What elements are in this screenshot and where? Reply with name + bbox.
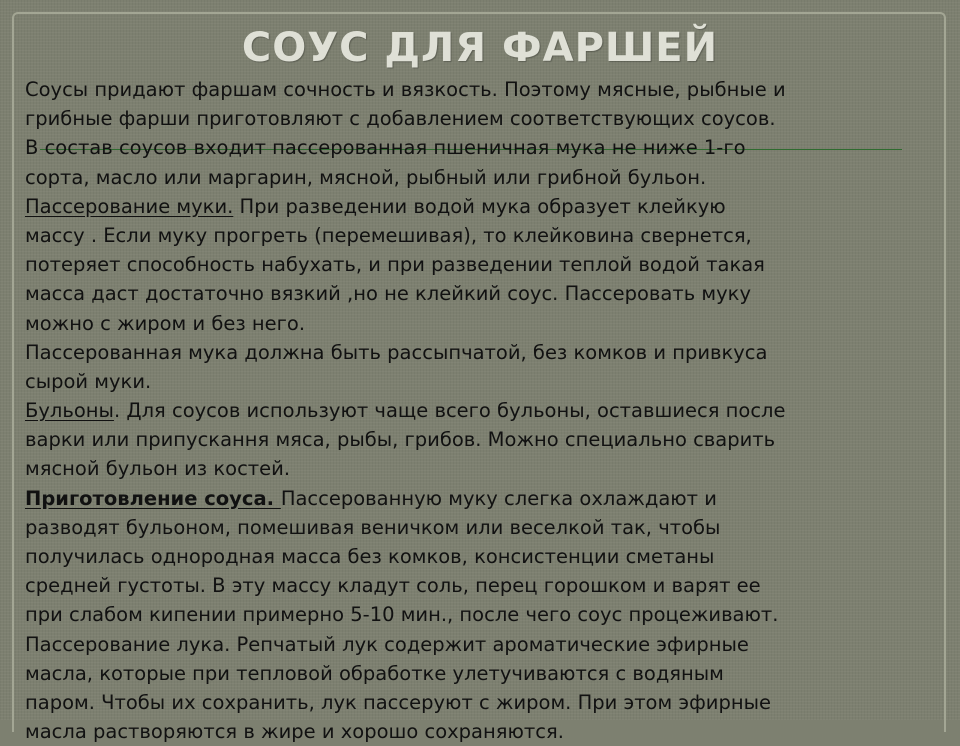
text-run: . Для соусов используют чаще всего бульоны, оставшиеся после (113, 399, 786, 423)
text-run: можно с жиром и без него. (25, 311, 306, 335)
text-line (25, 630, 945, 659)
text-run: масла растворяются в жире и хорошо сохраняются. (25, 720, 564, 744)
text-run: средней густоты. В эту массу кладут соль, перец горошком и варят ее (25, 574, 761, 598)
text-run: При разведении водой мука образует клейкую (233, 194, 726, 218)
text-run: масла, которые при тепловой обработке улетучиваются с водяным (25, 661, 724, 685)
text-line (25, 279, 945, 308)
text-run: потеряет способность набухать, и при разведении теплой водой такая (25, 253, 765, 277)
text-line (25, 484, 945, 513)
text-run: получилась однородная масса без комков, консистенции сметаны (25, 545, 715, 568)
text-run: Пассерованная мука должна быть рассыпчатой, без комков и привкуса (25, 340, 768, 364)
text-line (25, 659, 945, 688)
text-run: Соусы придают фаршам сочность и вязкость. Поэтому мясные, рыбные и (25, 78, 786, 101)
slide-title: СОУС ДЛЯ ФАРШЕЙ (241, 25, 719, 71)
text-run: при слабом кипении примерно 5-10 мин., после чего соус процеживают. (25, 603, 779, 627)
text-run: грибные фарши приготовляют с добавлением соответствующих соусов. (25, 107, 776, 131)
text-line (25, 688, 945, 717)
text-line (25, 542, 945, 571)
text-line (25, 75, 945, 104)
text-line (25, 309, 945, 338)
text-line (25, 454, 945, 483)
heading-run: Приготовление соуса. (25, 486, 281, 510)
text-line (25, 221, 945, 250)
text-run: В состав соусов входит пассерованная пшеничная мука не ниже 1-го (25, 136, 746, 160)
slide-body-text (25, 75, 945, 746)
text-run: варки или припускання мяса, рыбы, грибов. Можно специально сварить (25, 428, 776, 452)
text-run: паром. Чтобы их сохранить, лук пассеруют с жиром. При этом эфирные (25, 690, 771, 714)
text-line (25, 192, 945, 221)
text-line (25, 163, 945, 192)
text-line (25, 717, 945, 746)
text-line (25, 104, 945, 133)
heading-run: Пассерование муки. (25, 194, 234, 218)
text-run: массу . Если муку прогреть (перемешивая), то клейковина свернется, (25, 223, 752, 247)
text-line (25, 133, 945, 162)
text-run: сырой муки. (25, 369, 152, 393)
text-line (25, 250, 945, 279)
text-line (25, 571, 945, 600)
text-run: Пассерование лука. Репчатый лук содержит ароматические эфирные (25, 632, 749, 656)
text-line (25, 425, 945, 454)
text-line (25, 513, 945, 542)
text-run: Пассерованную муку слегка охлаждают и (280, 486, 717, 510)
text-line (25, 367, 945, 396)
text-line (25, 600, 945, 629)
text-run: сорта, масло или маргарин, мясной, рыбный или грибной бульон. (25, 165, 707, 189)
text-run: разводят бульоном, помешивая веничком или веселкой так, чтобы (25, 515, 721, 539)
heading-run: Бульоны (25, 399, 114, 423)
text-run: масса даст достаточно вязкий ,но не клейкий соус. Пассеровать муку (25, 282, 751, 306)
text-run: мясной бульон из костей. (25, 457, 291, 481)
text-line (25, 338, 945, 367)
text-line (25, 396, 945, 425)
